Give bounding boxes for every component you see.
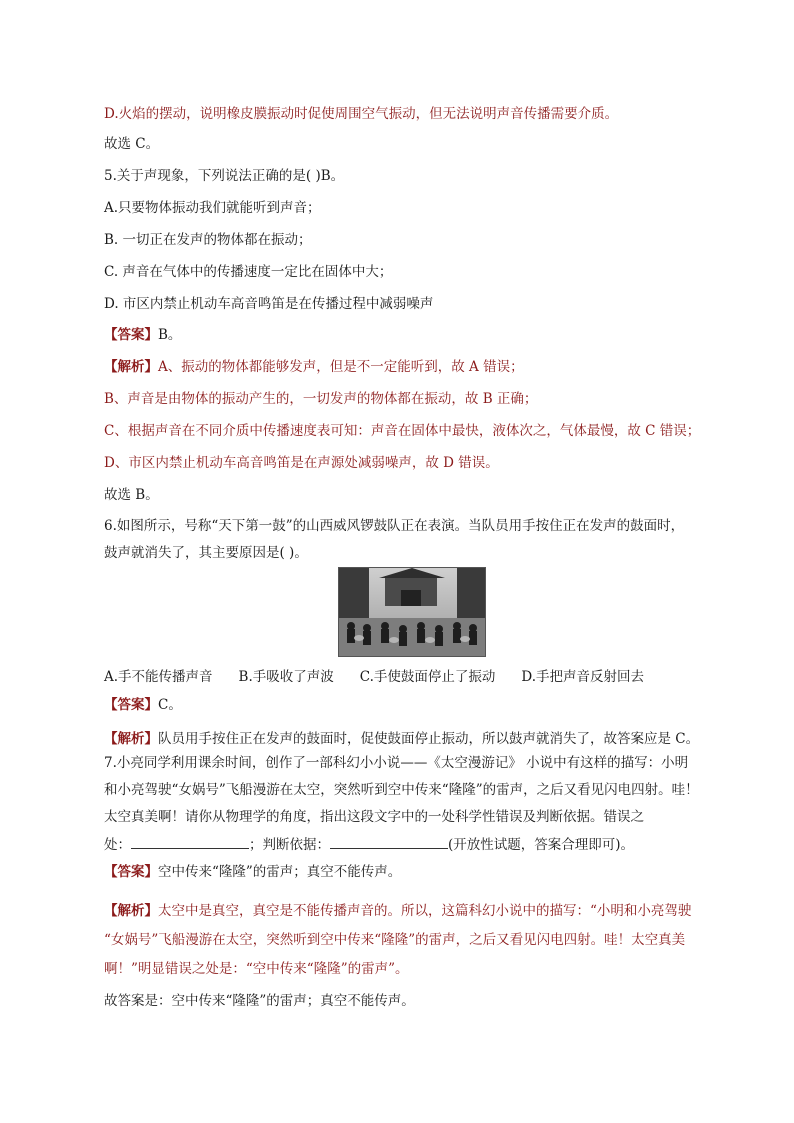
select-7: 故答案是：空中传来“隆隆”的雷声；真空不能传声。 [104, 993, 415, 1009]
question-6-option-c: C.手使鼓面停止了振动 [359, 669, 496, 685]
analysis-tag: 【解析】 [104, 731, 158, 747]
select-5: 故选 B。 [104, 487, 159, 503]
analysis-6-text: 队员用手按住正在发声的鼓面时，促使鼓面停止振动，所以鼓声就消失了，故答案应是 C。 [158, 731, 700, 747]
select-c-text: 故选 C。 [104, 136, 160, 152]
analysis-7-a [104, 901, 724, 921]
analysis-7-a-text: 太空中是真空，真空是不能传播声音的。所以，这篇科幻小说中的描写：“小明和小亮驾驶 [158, 903, 692, 919]
answer-5 [104, 325, 724, 345]
answer-tag: 【答案】 [104, 697, 158, 713]
analysis-5-a [104, 357, 724, 377]
question-7-blank-middle: ；判断依据： [249, 837, 330, 853]
question-6-options [104, 667, 724, 687]
question-7-line-4 [104, 834, 724, 855]
analysis-tag: 【解析】 [104, 359, 158, 375]
analysis-5-c: C、根据声音在不同介质中传播速度表可知：声音在固体中最快，液体次之，气体最慢，故 C 错误； [104, 423, 701, 439]
question-7-blank-prefix: 处： [104, 837, 131, 853]
answer-6 [104, 695, 724, 715]
analysis-5-d: D、市区内禁止机动车高音鸣笛是在声源处减弱噪声，故 D 错误。 [104, 455, 499, 471]
drum-team-photo-image [339, 568, 485, 656]
question-6-option-d: D.手把声音反射回去 [521, 669, 645, 685]
basis-blank [330, 834, 448, 849]
drum-team-photo [338, 567, 486, 657]
question-6-option-a: A.手不能传播声音 [104, 669, 213, 685]
question-5-option-a: A.只要物体振动我们就能听到声音； [104, 200, 321, 216]
answer-tag: 【答案】 [104, 327, 158, 343]
question-7-line-3: 太空真美啊！请你从物理学的角度，指出这段文字中的一处科学性错误及判断依据。错误之 [104, 809, 644, 825]
analysis-7-c: 啊！”明显错误之处是：“空中传来“隆隆”的雷声”。 [104, 961, 409, 977]
question-5-option-d: D. 市区内禁止机动车高音鸣笛是在传播过程中减弱噪声 [104, 296, 434, 312]
question-6-option-b: B.手吸收了声波 [238, 669, 334, 685]
question-6-line-1: 6.如图所示，号称“天下第一鼓”的山西威风锣鼓队正在表演。当队员用手按住正在发声的鼓面时， [104, 518, 685, 534]
answer-tag: 【答案】 [104, 864, 158, 880]
question-7-line-1: 7.小亮同学利用课余时间，创作了一部科幻小小说——《太空漫游记》 小说中有这样的描写：小明 [104, 755, 689, 771]
answer-5-value: B。 [158, 327, 182, 343]
question-5-option-b: B. 一切正在发声的物体都在振动； [104, 232, 312, 248]
question-5-option-c: C. 声音在气体中的传播速度一定比在固体中大； [104, 264, 393, 280]
analysis-7-b: “女娲号”飞船漫游在太空，突然听到空中传来“隆隆”的雷声，之后又看见闪电四射。哇！太空真美 [104, 932, 686, 948]
question-5: 5.关于声现象，下列说法正确的是( )B。 [104, 168, 345, 184]
answer-7-value: 空中传来“隆隆”的雷声；真空不能传声。 [158, 864, 402, 880]
analysis-tag: 【解析】 [104, 903, 158, 919]
analysis-5-a-text: A、振动的物体都能够发声，但是不一定能听到，故 A 错误； [158, 359, 524, 375]
question-7-line-2: 和小亮驾驶“女娲号”飞船漫游在太空，突然听到空中传来“隆隆”的雷声，之后又看见闪电四射。哇！ [104, 782, 699, 798]
option-d-text: D.火焰的摆动，说明橡皮膜振动时促使周围空气振动，但无法说明声音传播需要介质。 [104, 106, 619, 122]
answer-7 [104, 862, 724, 882]
question-7-blank-suffix: (开放性试题，答案合理即可)。 [448, 837, 635, 853]
analysis-6 [104, 729, 724, 749]
answer-6-value: C。 [158, 697, 182, 713]
analysis-5-b: B、声音是由物体的振动产生的，一切发声的物体都在振动，故 B 正确； [104, 391, 538, 407]
error-blank [131, 834, 249, 849]
question-6-line-2: 鼓声就消失了，其主要原因是( )。 [104, 545, 308, 561]
